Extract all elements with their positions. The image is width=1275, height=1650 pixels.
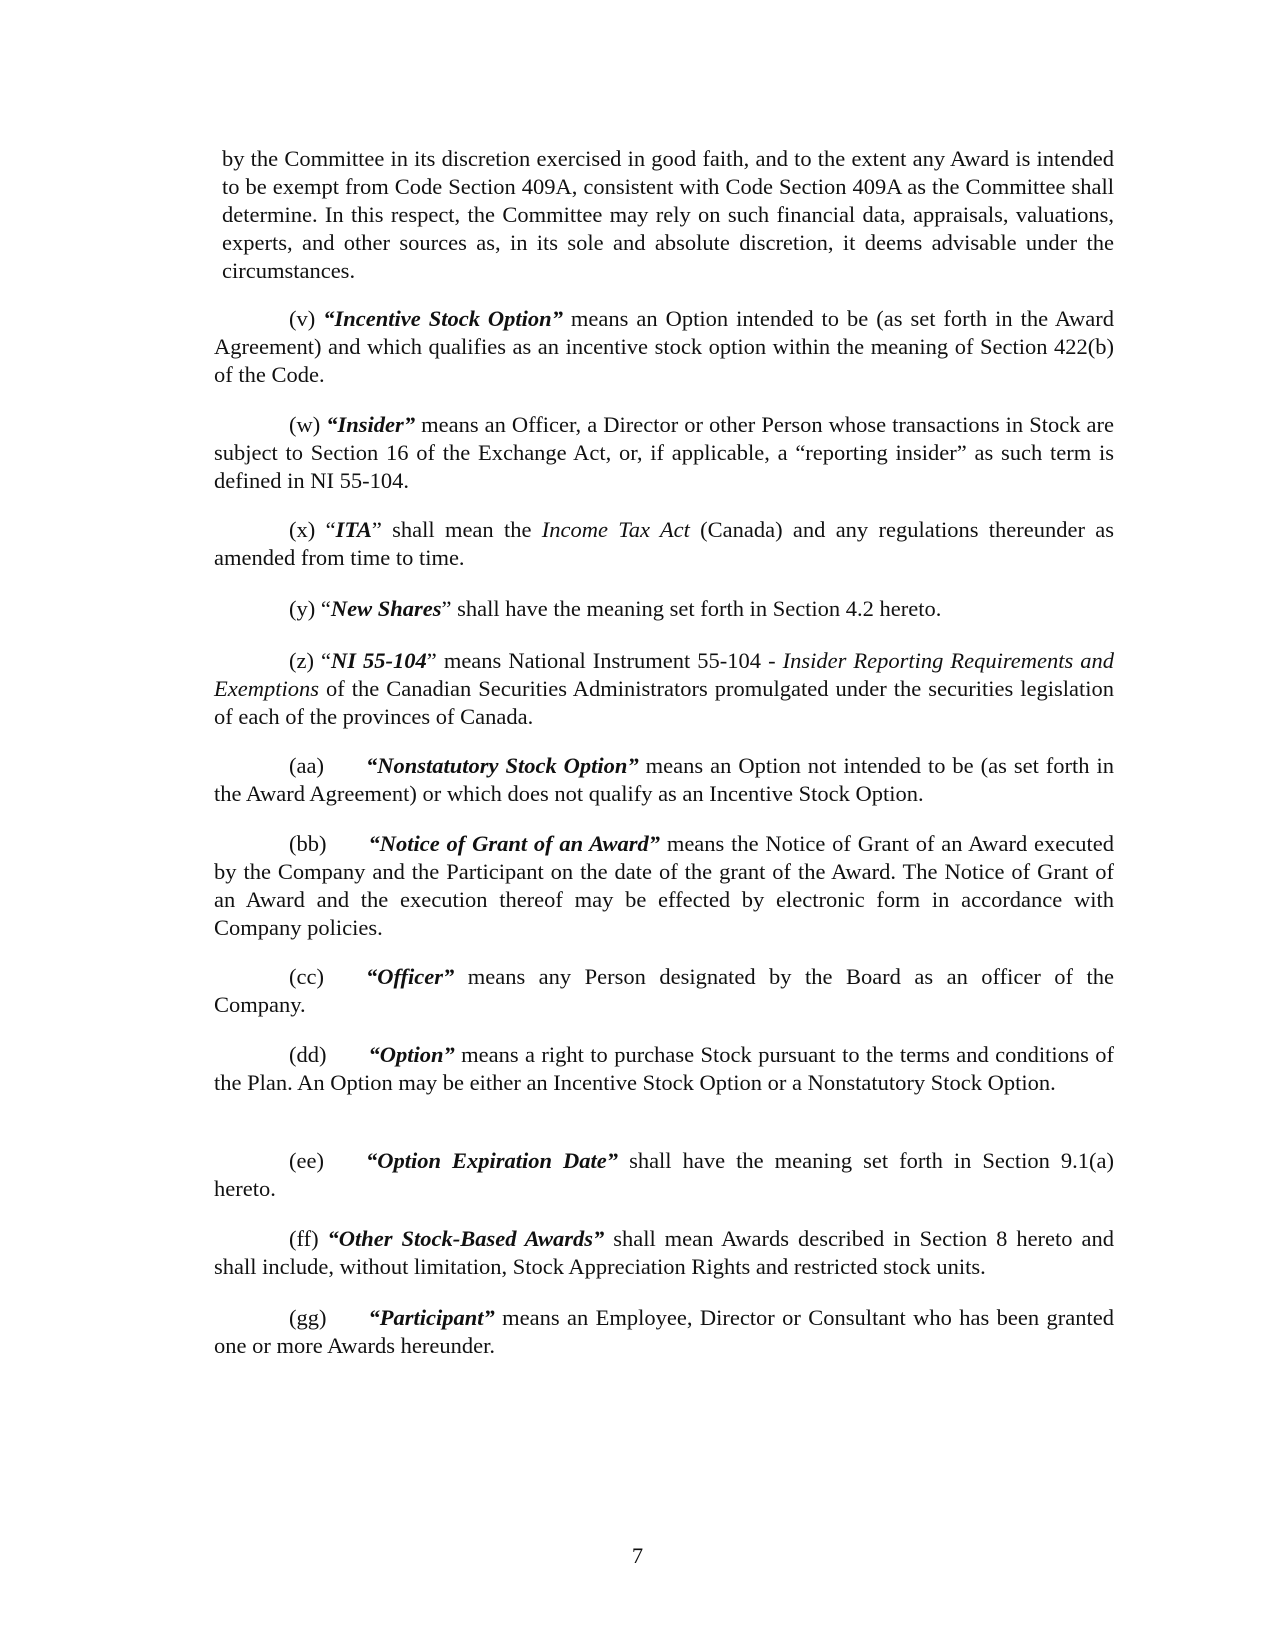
definition-notice-of-grant — [214, 830, 1114, 942]
defined-term: “Officer” — [365, 964, 455, 989]
definition-text: means an Option not intended to be (as set forth in the Award Agreement) or which does not qualify as an Incentive Stock Option. — [214, 753, 1114, 806]
definition-label: (cc) — [289, 964, 324, 989]
definition-label: (y) — [289, 596, 316, 621]
italic-title: Income Tax Act — [541, 517, 690, 542]
definition-option — [214, 1041, 1114, 1097]
definition-insider — [214, 411, 1114, 495]
definition-text: means the Notice of Grant of an Award executed by the Company and the Participant on the date of the grant of the Award. The Notice of Grant of an Award and the execution thereof may be effected by electronic form in accordance with Company policies. — [214, 831, 1114, 940]
definition-officer — [214, 963, 1114, 1019]
definition-label: (v) — [289, 306, 316, 331]
definition-ni-55-104: (z) “NI 55-104” means National Instrument 55-104 - Insider Reporting Requirements and Exemptions of the Canadian Securities Administrators promulgated under the securities legislation of each of the provinces of Canada. — [214, 648, 1115, 729]
definition-text: shall have the meaning set forth in Section 9.1(a) hereto. — [214, 1148, 1114, 1201]
definition-incentive-stock-option — [214, 305, 1114, 389]
definition-ita: (x) “ITA” shall mean the Income Tax Act (Canada) and any regulations thereunder as amended from time to time. — [214, 517, 1114, 570]
definition-text: shall have the meaning set forth in Section 4.2 hereto. — [451, 596, 942, 621]
definition-label: (x) — [289, 517, 316, 542]
definition-other-stock-based-awards — [214, 1225, 1114, 1281]
definition-text: of the Canadian Securities Administrators promulgated under the securities legislation of each of the provinces of Canada. — [214, 676, 1114, 729]
definition-text: shall mean Awards described in Section 8 hereto and shall include, without limitation, Stock Appreciation Rights and restricted stock units. — [214, 1226, 1114, 1279]
defined-term: New Shares — [330, 596, 442, 621]
definition-text: means an Option intended to be (as set forth in the Award Agreement) and which qualifies as an incentive stock option within the meaning of Section 422(b) of the Code. — [214, 306, 1115, 387]
definition-label: (aa) — [289, 753, 324, 778]
page-number: 7 — [631, 1543, 644, 1568]
definition-label: (dd) — [289, 1042, 327, 1067]
definition-text: means a right to purchase Stock pursuant to the terms and conditions of the Plan. An Option may be either an Incentive Stock Option or a Nonstatutory Stock Option. — [214, 1042, 1114, 1095]
definition-nonstatutory-stock-option — [214, 752, 1114, 808]
definition-label: (bb) — [289, 831, 327, 856]
definition-label: (z) — [289, 648, 314, 673]
defined-term: ITA — [335, 517, 372, 542]
definition-text: means any Person designated by the Board as an officer of the Company. — [214, 964, 1114, 1017]
definition-text: means an Officer, a Director or other Person whose transactions in Stock are subject to Section 16 of the Exchange Act, or, if applicable, a “reporting insider” as such term is defined in NI 55-104. — [214, 412, 1114, 493]
defined-term: “Option” — [368, 1042, 455, 1067]
defined-term: “Insider” — [326, 412, 416, 437]
defined-term: NI 55-104 — [331, 648, 427, 673]
defined-term: “Option Expiration Date” — [365, 1148, 619, 1173]
definition-text: means an Employee, Director or Consultant who has been granted one or more Awards hereunder. — [214, 1305, 1114, 1358]
definition-label: (gg) — [289, 1305, 327, 1330]
defined-term: “Participant” — [368, 1305, 495, 1330]
definition-label: (ff) — [289, 1226, 319, 1251]
italic-title: Insider Reporting Requirements and Exemptions — [214, 648, 1115, 701]
defined-term: “Other Stock-Based Awards” — [327, 1226, 605, 1251]
definition-new-shares: (y) “New Shares” shall have the meaning set forth in Section 4.2 hereto. — [289, 596, 942, 621]
defined-term: “Incentive Stock Option” — [323, 306, 563, 331]
definition-label: (w) — [289, 412, 321, 437]
continuation-paragraph: by the Committee in its discretion exercised in good faith, and to the extent any Award is intended to be exempt from Code Section 409A, consistent with Code Section 409A as the Committee shall determine. In this respect, the Committee may rely on such financial data, appraisals, valuations, experts, and other sources as, in its sole and absolute discretion, it deems advisable under the circumstances. — [222, 146, 1114, 283]
definition-participant — [214, 1304, 1114, 1360]
definition-option-expiration-date — [214, 1147, 1114, 1203]
defined-term: “Nonstatutory Stock Option” — [365, 753, 639, 778]
definition-label: (ee) — [289, 1148, 324, 1173]
definition-text: (Canada) and any regulations thereunder as amended from time to time. — [214, 517, 1114, 570]
defined-term: “Notice of Grant of an Award” — [368, 831, 661, 856]
